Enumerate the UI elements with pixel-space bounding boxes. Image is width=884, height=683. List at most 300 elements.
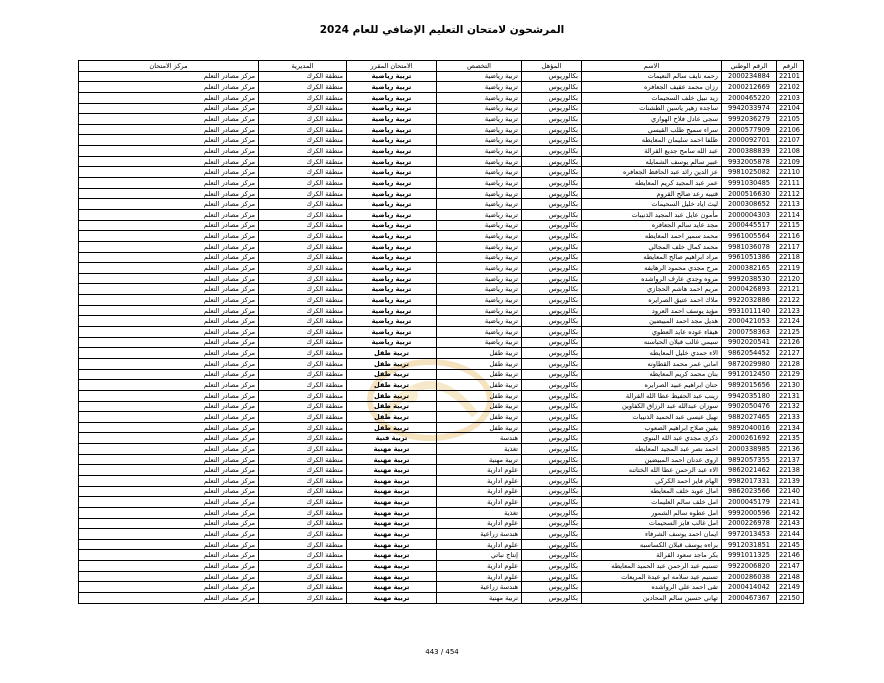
cell-specialization: تربية رياضية — [437, 188, 522, 199]
cell-directorate: منطقة الكرك — [259, 529, 347, 540]
cell-exam: تربية فنية — [347, 433, 437, 444]
cell-exam: تربية رياضية — [347, 82, 437, 93]
cell-directorate: منطقة الكرك — [259, 327, 347, 338]
cell-number: 22103 — [777, 92, 804, 103]
cell-national-id: 9991030485 — [722, 178, 777, 189]
cell-specialization: تربية رياضية — [437, 199, 522, 210]
cell-exam: تربية مهنية — [347, 539, 437, 550]
cell-exam: تربية رياضية — [347, 156, 437, 167]
cell-specialization: علوم ادارية — [437, 561, 522, 572]
cell-directorate: منطقة الكرك — [259, 412, 347, 423]
cell-national-id: 9961005564 — [722, 231, 777, 242]
cell-name: حنان ابراهيم عبيد الصرايره — [582, 380, 722, 391]
cell-directorate: منطقة الكرك — [259, 92, 347, 103]
table-row — [79, 454, 804, 465]
table-row — [79, 114, 804, 125]
cell-specialization: تربية رياضية — [437, 241, 522, 252]
cell-name: مؤيد يوسف احمد العرود — [582, 305, 722, 316]
cell-national-id: 9892015656 — [722, 380, 777, 391]
table-row — [79, 92, 804, 103]
cell-qualification: بكالوريوس — [522, 156, 582, 167]
cell-qualification: بكالوريوس — [522, 348, 582, 359]
cell-name: اماني عمر محمد القطاونه — [582, 358, 722, 369]
table-row — [79, 422, 804, 433]
cell-qualification: بكالوريوس — [522, 412, 582, 423]
cell-number: 22134 — [777, 422, 804, 433]
cell-exam: تربية رياضية — [347, 252, 437, 263]
cell-qualification: بكالوريوس — [522, 475, 582, 486]
cell-directorate: منطقة الكرك — [259, 507, 347, 518]
cell-national-id: 2000092701 — [722, 135, 777, 146]
cell-exam-center: مركز مصادر التعلم — [79, 497, 259, 508]
cell-name: امل خلف سالم العليمات — [582, 497, 722, 508]
cell-specialization: تربية رياضية — [437, 82, 522, 93]
cell-national-id: 2000465220 — [722, 92, 777, 103]
cell-name: امال عويد خلف المعايطه — [582, 486, 722, 497]
cell-national-id: 2000577909 — [722, 124, 777, 135]
cell-exam: تربية رياضية — [347, 316, 437, 327]
cell-exam: تربية رياضية — [347, 146, 437, 157]
cell-name: الاء حمدي خليل المعايطه — [582, 348, 722, 359]
cell-specialization: تربية طفل — [437, 390, 522, 401]
cell-qualification: بكالوريوس — [522, 571, 582, 582]
cell-national-id: 2000516630 — [722, 188, 777, 199]
cell-national-id: 2000426893 — [722, 284, 777, 295]
cell-number: 22125 — [777, 327, 804, 338]
cell-qualification: بكالوريوس — [522, 167, 582, 178]
cell-specialization: تربية طفل — [437, 348, 522, 359]
cell-national-id: 9912031851 — [722, 539, 777, 550]
cell-directorate: منطقة الكرك — [259, 71, 347, 82]
cell-exam-center: مركز مصادر التعلم — [79, 380, 259, 391]
cell-qualification: بكالوريوس — [522, 358, 582, 369]
cell-directorate: منطقة الكرك — [259, 167, 347, 178]
cell-directorate: منطقة الكرك — [259, 571, 347, 582]
cell-name: رحمه نايف سالم النعيمات — [582, 71, 722, 82]
cell-qualification: بكالوريوس — [522, 252, 582, 263]
cell-exam-center: مركز مصادر التعلم — [79, 316, 259, 327]
cell-name: الهام فايز احمد الكركي — [582, 475, 722, 486]
cell-national-id: 2000261692 — [722, 433, 777, 444]
cell-exam: تربية مهنية — [347, 582, 437, 593]
cell-number: 22144 — [777, 529, 804, 540]
cell-exam: تربية رياضية — [347, 135, 437, 146]
cell-exam-center: مركز مصادر التعلم — [79, 561, 259, 572]
cell-specialization: تربية طفل — [437, 412, 522, 423]
cell-number: 22140 — [777, 486, 804, 497]
cell-exam: تربية مهنية — [347, 593, 437, 604]
cell-exam-center: مركز مصادر التعلم — [79, 135, 259, 146]
cell-exam-center: مركز مصادر التعلم — [79, 71, 259, 82]
cell-name: سجى عادل فلاح الهواري — [582, 114, 722, 125]
cell-national-id: 9992036279 — [722, 114, 777, 125]
cell-national-id: 9991011325 — [722, 550, 777, 561]
table-row — [79, 561, 804, 572]
cell-exam-center: مركز مصادر التعلم — [79, 454, 259, 465]
cell-directorate: منطقة الكرك — [259, 305, 347, 316]
cell-name: بكر ماجد سعود القرالة — [582, 550, 722, 561]
cell-exam: تربية طفل — [347, 401, 437, 412]
cell-specialization: تربية رياضية — [437, 146, 522, 157]
cell-name: ساجده زهير ياسين الطشنات — [582, 103, 722, 114]
cell-directorate: منطقة الكرك — [259, 433, 347, 444]
cell-exam: تربية رياضية — [347, 220, 437, 231]
cell-number: 22115 — [777, 220, 804, 231]
cell-exam: تربية رياضية — [347, 178, 437, 189]
cell-directorate: منطقة الكرك — [259, 188, 347, 199]
cell-exam-center: مركز مصادر التعلم — [79, 273, 259, 284]
cell-qualification: بكالوريوس — [522, 327, 582, 338]
cell-number: 22113 — [777, 199, 804, 210]
cell-number: 22102 — [777, 82, 804, 93]
cell-name: هيفاء عوده عايد العطوي — [582, 327, 722, 338]
cell-exam: تربية رياضية — [347, 114, 437, 125]
cell-specialization: تغذية — [437, 507, 522, 518]
cell-number: 22138 — [777, 465, 804, 476]
cell-qualification: بكالوريوس — [522, 593, 582, 604]
cell-directorate: منطقة الكرك — [259, 358, 347, 369]
table-row — [79, 550, 804, 561]
cell-exam-center: مركز مصادر التعلم — [79, 358, 259, 369]
cell-exam-center: مركز مصادر التعلم — [79, 114, 259, 125]
cell-number: 22122 — [777, 295, 804, 306]
cell-exam: تربية رياضية — [347, 284, 437, 295]
cell-exam: تربية طفل — [347, 390, 437, 401]
cell-number: 22121 — [777, 284, 804, 295]
cell-specialization: تربية طفل — [437, 401, 522, 412]
cell-national-id: 2000414042 — [722, 582, 777, 593]
cell-qualification: بكالوريوس — [522, 199, 582, 210]
cell-number: 22105 — [777, 114, 804, 125]
cell-specialization: تربية رياضية — [437, 71, 522, 82]
cell-number: 22135 — [777, 433, 804, 444]
cell-specialization: تربية طفل — [437, 422, 522, 433]
cell-number: 22150 — [777, 593, 804, 604]
cell-exam-center: مركز مصادر التعلم — [79, 529, 259, 540]
table-row — [79, 103, 804, 114]
cell-name: عمر عبد المجيد كريم المعايطه — [582, 178, 722, 189]
cell-number: 22143 — [777, 518, 804, 529]
cell-name: سيمي غالب قبلان الحباسنه — [582, 337, 722, 348]
cell-national-id: 2000004303 — [722, 209, 777, 220]
header-qualification: المؤهل — [522, 61, 582, 72]
cell-name: امل عطوه سالم الشمور — [582, 507, 722, 518]
cell-name: عبد الله سامح جديع القرالة — [582, 146, 722, 157]
cell-specialization: علوم ادارية — [437, 475, 522, 486]
cell-exam: تربية مهنية — [347, 486, 437, 497]
cell-exam: تربية رياضية — [347, 273, 437, 284]
cell-number: 22116 — [777, 231, 804, 242]
cell-national-id: 9872029980 — [722, 358, 777, 369]
cell-qualification: بكالوريوس — [522, 209, 582, 220]
cell-specialization: تربية رياضية — [437, 178, 522, 189]
cell-national-id: 2000421053 — [722, 316, 777, 327]
cell-specialization: هندسة زراعية — [437, 582, 522, 593]
table-row — [79, 348, 804, 359]
cell-qualification: بكالوريوس — [522, 220, 582, 231]
cell-name: ايمان احمد يوسف الشرفاء — [582, 529, 722, 540]
cell-directorate: منطقة الكرك — [259, 252, 347, 263]
header-name: الاسم — [582, 61, 722, 72]
cell-number: 22148 — [777, 571, 804, 582]
cell-number: 22123 — [777, 305, 804, 316]
cell-exam: تربية رياضية — [347, 263, 437, 274]
cell-national-id: 9972013453 — [722, 529, 777, 540]
header-exam-center: مركز الامتحان — [79, 61, 259, 72]
cell-name: ليث اياد خليل السحيمات — [582, 199, 722, 210]
table-row — [79, 167, 804, 178]
cell-exam: تربية مهنية — [347, 507, 437, 518]
cell-specialization: هندسة — [437, 433, 522, 444]
table-row — [79, 593, 804, 604]
cell-name: الاء عبد الرحمن عطا الله الختاتنه — [582, 465, 722, 476]
cell-exam: تربية طفل — [347, 358, 437, 369]
cell-exam-center: مركز مصادر التعلم — [79, 571, 259, 582]
cell-qualification: بكالوريوس — [522, 529, 582, 540]
table-row — [79, 146, 804, 157]
cell-directorate: منطقة الكرك — [259, 593, 347, 604]
table-row — [79, 284, 804, 295]
cell-specialization: تربية رياضية — [437, 124, 522, 135]
cell-qualification: بكالوريوس — [522, 454, 582, 465]
cell-number: 22132 — [777, 401, 804, 412]
cell-directorate: منطقة الكرك — [259, 497, 347, 508]
cell-directorate: منطقة الكرك — [259, 114, 347, 125]
cell-name: عز الدين رائد عبد الحافظ الجعافره — [582, 167, 722, 178]
cell-qualification: بكالوريوس — [522, 465, 582, 476]
cell-national-id: 9862054452 — [722, 348, 777, 359]
cell-exam: تربية مهنية — [347, 454, 437, 465]
cell-number: 22114 — [777, 209, 804, 220]
cell-number: 22130 — [777, 380, 804, 391]
cell-directorate: منطقة الكرك — [259, 295, 347, 306]
header-number: الرقم — [777, 61, 804, 72]
cell-name: مجد عايد سالم الجعافره — [582, 220, 722, 231]
cell-national-id: 9922006820 — [722, 561, 777, 572]
page-number: 443 / 454 — [425, 648, 459, 656]
cell-exam: تربية رياضية — [347, 337, 437, 348]
cell-qualification: بكالوريوس — [522, 561, 582, 572]
cell-exam: تربية رياضية — [347, 199, 437, 210]
cell-directorate: منطقة الكرك — [259, 156, 347, 167]
cell-number: 22137 — [777, 454, 804, 465]
cell-qualification: بكالوريوس — [522, 71, 582, 82]
cell-exam: تربية رياضية — [347, 209, 437, 220]
cell-specialization: علوم ادارية — [437, 571, 522, 582]
cell-qualification: بكالوريوس — [522, 124, 582, 135]
cell-directorate: منطقة الكرك — [259, 220, 347, 231]
cell-number: 22128 — [777, 358, 804, 369]
cell-exam-center: مركز مصادر التعلم — [79, 539, 259, 550]
cell-specialization: تربية مهنية — [437, 454, 522, 465]
cell-qualification: بكالوريوس — [522, 422, 582, 433]
table-row — [79, 465, 804, 476]
cell-number: 22124 — [777, 316, 804, 327]
cell-qualification: بكالوريوس — [522, 188, 582, 199]
cell-exam: تربية مهنية — [347, 475, 437, 486]
cell-exam-center: مركز مصادر التعلم — [79, 241, 259, 252]
cell-specialization: تربية رياضية — [437, 284, 522, 295]
cell-directorate: منطقة الكرك — [259, 422, 347, 433]
table-row — [79, 188, 804, 199]
cell-specialization: تربية رياضية — [437, 337, 522, 348]
cell-national-id: 2000338985 — [722, 444, 777, 455]
cell-exam: تربية طفل — [347, 369, 437, 380]
cell-number: 22147 — [777, 561, 804, 572]
cell-name: زيد نبيل خلف السحيمات — [582, 92, 722, 103]
cell-name: سراء سميح طلب القيسي — [582, 124, 722, 135]
cell-specialization: تربية رياضية — [437, 209, 522, 220]
cell-name: مريم احمد هاشم الحجازي — [582, 284, 722, 295]
cell-national-id: 9982017331 — [722, 475, 777, 486]
table-row — [79, 539, 804, 550]
cell-number: 22109 — [777, 156, 804, 167]
cell-national-id: 2000758363 — [722, 327, 777, 338]
cell-exam-center: مركز مصادر التعلم — [79, 92, 259, 103]
cell-specialization: هندسة زراعية — [437, 529, 522, 540]
cell-name: مروه وجدي عارف الرواشده — [582, 273, 722, 284]
cell-national-id: 9961051386 — [722, 252, 777, 263]
cell-name: مراد ابراهيم صالح المعايطه — [582, 252, 722, 263]
cell-directorate: منطقة الكرك — [259, 273, 347, 284]
cell-exam-center: مركز مصادر التعلم — [79, 518, 259, 529]
cell-exam-center: مركز مصادر التعلم — [79, 550, 259, 561]
cell-qualification: بكالوريوس — [522, 518, 582, 529]
cell-national-id: 9902020541 — [722, 337, 777, 348]
cell-national-id: 2000467367 — [722, 593, 777, 604]
cell-qualification: بكالوريوس — [522, 305, 582, 316]
cell-directorate: منطقة الكرك — [259, 178, 347, 189]
cell-directorate: منطقة الكرك — [259, 465, 347, 476]
cell-specialization: تربية طفل — [437, 380, 522, 391]
cell-specialization: تربية طفل — [437, 369, 522, 380]
cell-exam: تربية طفل — [347, 348, 437, 359]
cell-directorate: منطقة الكرك — [259, 390, 347, 401]
cell-name: هديل مجد احمد المبيضين — [582, 316, 722, 327]
cell-exam-center: مركز مصادر التعلم — [79, 348, 259, 359]
cell-national-id: 2000286038 — [722, 571, 777, 582]
cell-specialization: تربية رياضية — [437, 305, 522, 316]
cell-number: 22136 — [777, 444, 804, 455]
cell-qualification: بكالوريوس — [522, 92, 582, 103]
cell-specialization: تربية رياضية — [437, 327, 522, 338]
table-header-row — [79, 61, 804, 72]
cell-qualification: بكالوريوس — [522, 114, 582, 125]
cell-number: 22127 — [777, 348, 804, 359]
cell-exam: تربية رياضية — [347, 241, 437, 252]
cell-exam: تربية مهنية — [347, 529, 437, 540]
cell-directorate: منطقة الكرك — [259, 348, 347, 359]
cell-exam: تربية رياضية — [347, 305, 437, 316]
cell-specialization: علوم ادارية — [437, 518, 522, 529]
cell-exam-center: مركز مصادر التعلم — [79, 475, 259, 486]
cell-exam: تربية رياضية — [347, 188, 437, 199]
cell-exam-center: مركز مصادر التعلم — [79, 295, 259, 306]
cell-qualification: بكالوريوس — [522, 263, 582, 274]
table-row — [79, 358, 804, 369]
cell-exam: تربية رياضية — [347, 167, 437, 178]
table-row — [79, 380, 804, 391]
cell-number: 22108 — [777, 146, 804, 157]
cell-exam-center: مركز مصادر التعلم — [79, 327, 259, 338]
cell-number: 22129 — [777, 369, 804, 380]
cell-name: محمد كمال خلف المجالي — [582, 241, 722, 252]
cell-directorate: منطقة الكرك — [259, 263, 347, 274]
cell-exam-center: مركز مصادر التعلم — [79, 369, 259, 380]
cell-national-id: 9992000596 — [722, 507, 777, 518]
cell-qualification: بكالوريوس — [522, 273, 582, 284]
cell-specialization: تربية رياضية — [437, 135, 522, 146]
cell-exam-center: مركز مصادر التعلم — [79, 188, 259, 199]
cell-specialization: علوم ادارية — [437, 486, 522, 497]
table-row — [79, 444, 804, 455]
cell-exam-center: مركز مصادر التعلم — [79, 124, 259, 135]
cell-specialization: تربية رياضية — [437, 231, 522, 242]
cell-qualification: بكالوريوس — [522, 507, 582, 518]
cell-name: محمد سمير احمد المعايطه — [582, 231, 722, 242]
cell-qualification: بكالوريوس — [522, 369, 582, 380]
cell-number: 22101 — [777, 71, 804, 82]
cell-exam-center: مركز مصادر التعلم — [79, 486, 259, 497]
table-row — [79, 252, 804, 263]
cell-name: قتيبه رعد صالح القروم — [582, 188, 722, 199]
cell-directorate: منطقة الكرك — [259, 146, 347, 157]
cell-qualification: بكالوريوس — [522, 390, 582, 401]
cell-exam: تربية رياضية — [347, 92, 437, 103]
cell-national-id: 9981025082 — [722, 167, 777, 178]
cell-qualification: بكالوريوس — [522, 284, 582, 295]
cell-name: سوزان عبدالله عبد الرزاق الكفاوين — [582, 401, 722, 412]
cell-exam-center: مركز مصادر التعلم — [79, 263, 259, 274]
cell-exam: تربية مهنية — [347, 444, 437, 455]
cell-name: تسنيم عيد سلامه ابو عيدة المريعات — [582, 571, 722, 582]
cell-specialization: علوم ادارية — [437, 465, 522, 476]
table-row — [79, 178, 804, 189]
cell-qualification: بكالوريوس — [522, 178, 582, 189]
cell-qualification: بكالوريوس — [522, 135, 582, 146]
cell-directorate: منطقة الكرك — [259, 401, 347, 412]
cell-directorate: منطقة الكرك — [259, 337, 347, 348]
table-row — [79, 295, 804, 306]
cell-number: 22126 — [777, 337, 804, 348]
cell-name: احمد نصر عبد المجيد المعايطه — [582, 444, 722, 455]
cell-national-id: 2000212669 — [722, 82, 777, 93]
cell-directorate: منطقة الكرك — [259, 380, 347, 391]
cell-national-id: 9981036078 — [722, 241, 777, 252]
cell-exam-center: مركز مصادر التعلم — [79, 209, 259, 220]
cell-number: 22117 — [777, 241, 804, 252]
cell-qualification: بكالوريوس — [522, 337, 582, 348]
cell-number: 22146 — [777, 550, 804, 561]
cell-directorate: منطقة الكرك — [259, 209, 347, 220]
cell-number: 22139 — [777, 475, 804, 486]
cell-qualification: بكالوريوس — [522, 82, 582, 93]
cell-directorate: منطقة الكرك — [259, 550, 347, 561]
cell-qualification: بكالوريوس — [522, 444, 582, 455]
cell-national-id: 2000226978 — [722, 518, 777, 529]
cell-name: يقين صلاح ابراهيم الصعوب — [582, 422, 722, 433]
cell-national-id: 9942033974 — [722, 103, 777, 114]
cell-directorate: منطقة الكرك — [259, 486, 347, 497]
table-row — [79, 135, 804, 146]
cell-qualification: بكالوريوس — [522, 401, 582, 412]
cell-exam-center: مركز مصادر التعلم — [79, 199, 259, 210]
cell-name: تقى احمد علي الرواشده — [582, 582, 722, 593]
table-row — [79, 337, 804, 348]
table-row — [79, 582, 804, 593]
table-row — [79, 507, 804, 518]
cell-number: 22145 — [777, 539, 804, 550]
